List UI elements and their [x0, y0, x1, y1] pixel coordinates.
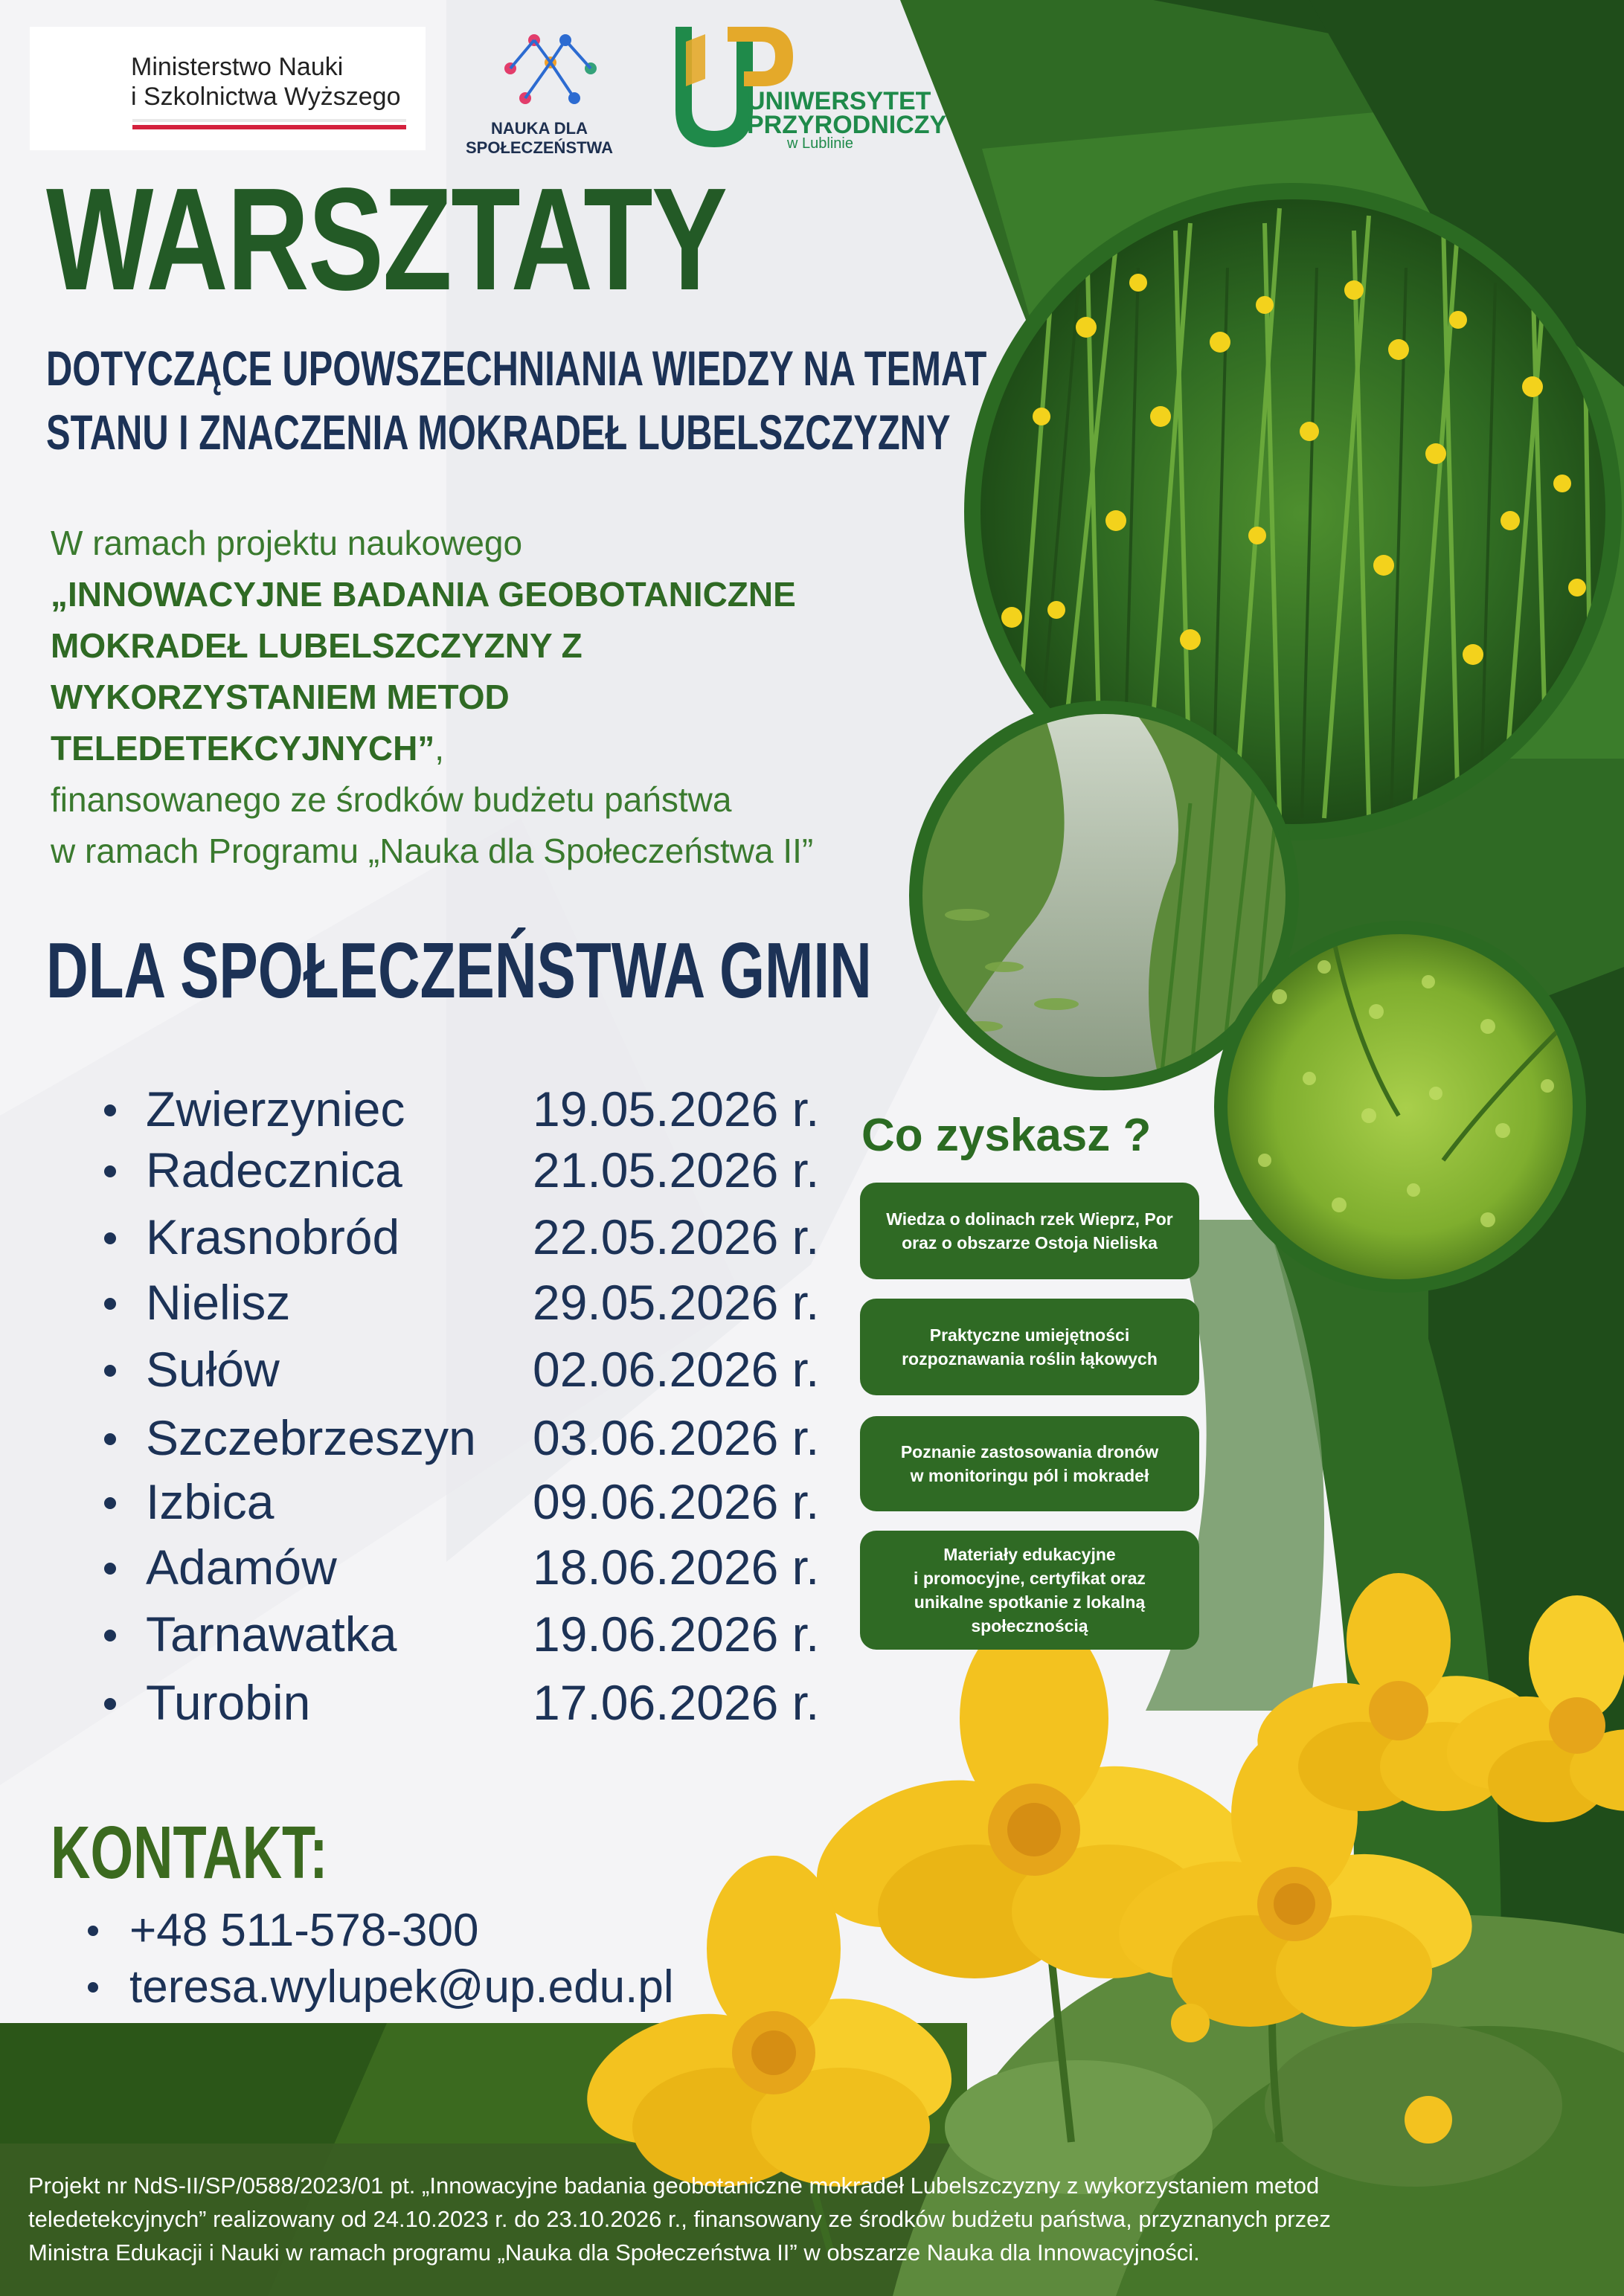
project-name-line3: WYKORZYSTANIEM METOD [51, 678, 510, 716]
intro-line1: W ramach projektu naukowego [51, 524, 523, 562]
phone-number[interactable]: +48 511-578-300 [129, 1905, 479, 1956]
benefit-text: Wiedza o dolinach rzek Wieprz, Por [886, 1209, 1173, 1229]
nauka-logo-text [454, 119, 625, 158]
schedule-item [104, 1535, 820, 1599]
schedule-place: Krasnobród [146, 1209, 400, 1264]
schedule-place: Adamów [146, 1540, 337, 1595]
footer-line2: teledetekcyjnych” realizowany od 24.10.2023 r. do 23.10.2026 r., finansowany ze środków budżetu państwa, przyznanych przez [28, 2206, 1331, 2232]
benefit-text: w monitoringu pól i mokradeł [910, 1466, 1149, 1485]
bullet-icon [104, 1698, 116, 1710]
schedule-date: 09.06.2026 r. [533, 1474, 820, 1529]
project-name-line1: „INNOWACYJNE BADANIA GEOBOTANICZNE [51, 575, 796, 614]
up-line2: PRZYRODNICZY [747, 111, 947, 139]
intro-line6: finansowanego ze środków budżetu państwa [51, 780, 732, 819]
nauka-line1: NAUKA DLA [491, 119, 588, 138]
intro-paragraph [51, 518, 928, 877]
contact-phone[interactable] [88, 1903, 478, 1959]
schedule-item [104, 1205, 820, 1269]
footer-note [28, 2169, 1598, 2269]
benefit-card [860, 1299, 1199, 1395]
bullet-icon [104, 1630, 116, 1641]
up-line3: w Lublinie [787, 135, 853, 152]
schedule-item [104, 1138, 820, 1202]
benefit-card [860, 1183, 1199, 1279]
project-name-line2: MOKRADEŁ LUBELSZCZYZNY Z [51, 626, 582, 665]
schedule-date: 03.06.2026 r. [533, 1410, 820, 1465]
benefit-text: Praktyczne umiejętności [929, 1325, 1130, 1345]
schedule-place: Tarnawatka [146, 1607, 397, 1662]
benefit-text: unikalne spotkanie z lokalną [914, 1592, 1146, 1612]
bullet-icon [104, 1232, 116, 1244]
contact-title: KONTAKT: [51, 1811, 328, 1894]
bullet-icon [104, 1298, 116, 1310]
up-logo-text [747, 89, 946, 137]
schedule-place: Izbica [146, 1474, 275, 1529]
schedule-place: Nielisz [146, 1275, 291, 1330]
ministry-name [131, 52, 400, 112]
schedule-date: 19.05.2026 r. [533, 1081, 820, 1136]
bullet-icon [88, 1926, 98, 1936]
contact-email[interactable] [88, 1959, 674, 2016]
schedule-item [104, 1670, 820, 1734]
ministry-name-line2: i Szkolnictwa Wyższego [131, 83, 401, 111]
benefit-text: oraz o obszarze Ostoja Nieliska [902, 1233, 1158, 1252]
schedule-item [104, 1602, 820, 1666]
schedule-place: Zwierzyniec [146, 1081, 405, 1136]
bullet-icon [104, 1563, 116, 1575]
bullet-icon [104, 1497, 116, 1509]
benefit-text: Poznanie zastosowania dronów [900, 1442, 1159, 1461]
benefits-title: Co zyskasz ? [861, 1110, 1152, 1161]
section-title: DLA SPOŁECZEŃSTWA GMIN [46, 927, 872, 1014]
intro-comma: , [434, 729, 445, 768]
benefit-card [860, 1531, 1199, 1650]
schedule-date: 02.06.2026 r. [533, 1342, 820, 1397]
schedule-date: 22.05.2026 r. [533, 1209, 820, 1264]
footer-line1: Projekt nr NdS-II/SP/0588/2023/01 pt. „Innowacyjne badania geobotaniczne mokradeł Lubelszczyzny z wykorzystaniem metod [28, 2173, 1320, 2199]
benefit-text: i promocyjne, certyfikat oraz [914, 1569, 1146, 1588]
schedule-date: 17.06.2026 r. [533, 1675, 820, 1730]
schedule-item [104, 1470, 820, 1534]
schedule-place: Sułów [146, 1342, 280, 1397]
schedule-place: Szczebrzeszyn [146, 1410, 476, 1465]
bullet-icon [104, 1104, 116, 1116]
subtitle-line2: STANU I ZNACZENIA MOKRADEŁ LUBELSZCZYZNY [46, 405, 951, 460]
bullet-icon [104, 1433, 116, 1445]
schedule-date: 29.05.2026 r. [533, 1275, 820, 1330]
schedule-place: Radecznica [146, 1142, 402, 1197]
project-name-line4: TELEDETEKCYJNYCH” [51, 729, 435, 768]
benefit-text: społecznością [971, 1616, 1088, 1636]
ministry-divider-red [132, 125, 406, 129]
intro-line7: w ramach Programu „Nauka dla Społeczeństwa II” [51, 832, 814, 870]
email-address[interactable]: teresa.wylupek@up.edu.pl [129, 1961, 674, 2013]
schedule-date: 19.06.2026 r. [533, 1607, 820, 1662]
benefit-card [860, 1416, 1199, 1511]
bullet-icon [104, 1165, 116, 1177]
ministry-divider-white [132, 119, 406, 122]
benefit-text: Materiały edukacyjne [943, 1545, 1116, 1564]
footer-line3: Ministra Edukacji i Nauki w ramach programu „Nauka dla Społeczeństwa II” w obszarze Nauka dla Innowacyjności. [28, 2239, 1200, 2266]
nauka-line2: SPOŁECZEŃSTWA [465, 138, 613, 157]
schedule-date: 18.06.2026 r. [533, 1540, 820, 1595]
schedule-item [104, 1077, 820, 1141]
page-title: WARSZTATY [46, 158, 727, 321]
bullet-icon [104, 1365, 116, 1377]
page-subtitle [46, 336, 986, 464]
schedule-item [104, 1406, 820, 1470]
bullet-icon [88, 1982, 98, 1993]
benefit-text: rozpoznawania roślin łąkowych [902, 1349, 1158, 1369]
schedule-date: 21.05.2026 r. [533, 1142, 820, 1197]
schedule-item [104, 1270, 820, 1334]
subtitle-line1: DOTYCZĄCE UPOWSZECHNIANIA WIEDZY NA TEMAT [46, 341, 987, 396]
schedule-place: Turobin [146, 1675, 311, 1730]
up-line1: UNIWERSYTET [747, 87, 931, 115]
schedule-item [104, 1337, 820, 1401]
ministry-name-line1: Ministerstwo Nauki [131, 53, 344, 81]
